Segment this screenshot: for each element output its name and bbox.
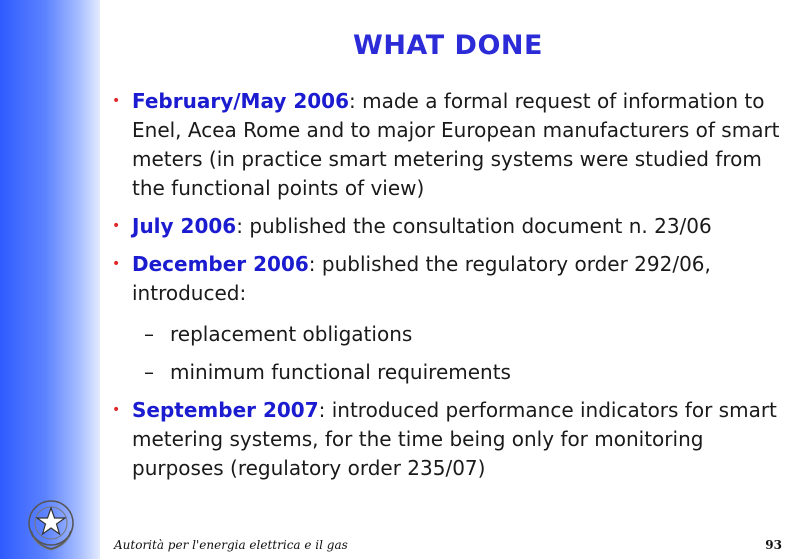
bullet-dot: • [112,218,121,234]
bullet-dot: • [112,256,121,272]
sub-list [112,320,782,387]
page-number: 93 [765,538,782,552]
bullet-text: December 2006: published the regulatory order 292/06, introduced: [132,252,711,305]
bullet-item [112,250,782,308]
footer-organization: Autorità per l'energia elettrica e il gas [114,538,348,552]
bullet-date: December 2006 [132,252,309,276]
bullet-dot: • [112,93,121,109]
bullet-text: February/May 2006: made a formal request of information to Enel, Acea Rome and to major European manufacturers of smart meters (in practice smart metering systems were studied from the functional points of view) [132,89,780,200]
sub-item-text: minimum functional requirements [170,360,511,384]
side-gradient-band [0,0,100,559]
sub-item [144,358,782,387]
bullet-list [112,87,782,492]
bullet-description: made a formal request of information to Enel, Acea Rome and to major European manufacturers of smart meters (in practice smart metering systems were studied from the functional points of view) [132,89,780,200]
bullet-date: July 2006 [132,214,237,238]
bullet-item [112,396,782,483]
bullet-item [112,87,782,203]
sub-item-text: replacement obligations [170,322,413,346]
bullet-description: introduced performance indicators for smart metering systems, for the time being only for monitoring purposes (regulatory order 235/07) [132,398,777,480]
bullet-description: published the consultation document n. 23/06 [249,214,712,238]
bullet-date: September 2007 [132,398,319,422]
sub-item [144,320,782,349]
bullet-description: published the regulatory order 292/06, introduced: [132,252,711,305]
dash-marker: – [144,322,154,346]
dash-marker: – [144,360,154,384]
slide-title: WHAT DONE [353,30,543,61]
bullet-date: February/May 2006 [132,89,349,113]
italian-republic-emblem-icon [25,497,77,553]
bullet-text: July 2006: published the consultation document n. 23/06 [132,214,712,238]
bullet-text: September 2007: introduced performance indicators for smart metering systems, for the time being only for monitoring purposes (regulatory order 235/07) [132,398,777,480]
bullet-item [112,212,782,241]
bullet-dot: • [112,402,121,418]
